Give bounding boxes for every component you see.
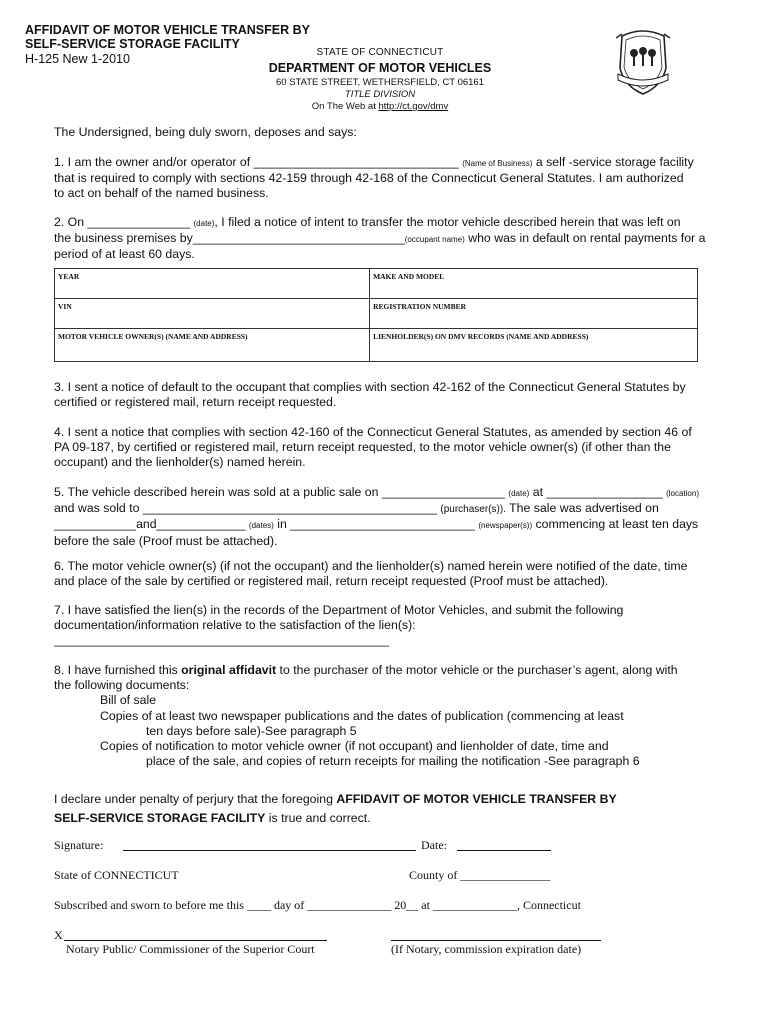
- paragraph-3: [54, 380, 720, 410]
- paragraph-5: [54, 485, 720, 549]
- connecticut-seal-icon: [612, 28, 674, 98]
- p1-line2: that is required to comply with sections 42-159 through 42-168 of the Connecticut General Statutes. I am authorized: [54, 171, 684, 186]
- year-cell[interactable]: [55, 269, 370, 299]
- p4-line2: PA 09-187, by certified or registered mail, return receipt requested, to the motor vehicle owner(s) (if other than the: [54, 440, 671, 455]
- p5-text-h: commencing at least ten days: [532, 517, 699, 532]
- p3-line2: certified or registered mail, return receipt requested.: [54, 395, 337, 410]
- dates-caption: (dates): [248, 521, 274, 531]
- p3-line1: 3. I sent a notice of default to the occupant that complies with section 42-162 of the Connecticut General Statutes by: [54, 380, 686, 394]
- make-model-cell[interactable]: [370, 269, 698, 299]
- lienholder-cell[interactable]: [370, 329, 698, 362]
- department-heading: DEPARTMENT OF MOTOR VEHICLES: [268, 61, 492, 75]
- p2-line3: period of at least 60 days.: [54, 247, 195, 262]
- vin-label: VIN: [58, 302, 72, 311]
- p1-line3: to act on behalf of the named business.: [54, 186, 269, 201]
- form-title-line2: SELF-SERVICE STORAGE FACILITY: [25, 37, 240, 51]
- form-title-line1: AFFIDAVIT OF MOTOR VEHICLE TRANSFER BY: [25, 23, 310, 37]
- business-name-caption: (Name of Business): [462, 159, 533, 168]
- signature-field[interactable]: [123, 838, 416, 851]
- p5-text-a: 5. The vehicle described herein was sold at a public sale on __________________: [54, 485, 509, 499]
- county-field[interactable]: County of _______________: [409, 868, 551, 882]
- department-address: 60 STATE STREET, WETHERSFIELD, CT 06161: [275, 77, 484, 88]
- location-caption: (location): [666, 489, 699, 498]
- website-prefix: On The Web at: [311, 101, 379, 112]
- date-field[interactable]: [457, 838, 551, 851]
- p4-line1: 4. I sent a notice that complies with section 42-160 of the Connecticut General Statutes, as amended by section 46 of: [54, 425, 692, 439]
- sale-date-caption: (date): [508, 489, 530, 498]
- list-item-bill-of-sale: Bill of sale: [100, 693, 157, 708]
- p2-text-b: , I filed a notice of intent to transfer the motor vehicle described herein that was left on: [214, 215, 681, 229]
- p5-text-b: at _________________: [529, 485, 667, 499]
- declaration-text-a: I declare under penalty of perjury that the foregoing: [54, 792, 337, 806]
- notary-caption: Notary Public/ Commissioner of the Superior Court: [66, 942, 315, 956]
- registration-cell[interactable]: [370, 299, 698, 329]
- signature-label: Signature:: [54, 838, 104, 852]
- make-model-label: MAKE AND MODEL: [373, 272, 445, 281]
- date-label: Date:: [421, 838, 447, 852]
- list-item-newspaper-cont: ten days before sale)-See paragraph 5: [146, 723, 357, 738]
- p8-text-a: 8. I have furnished this: [54, 663, 182, 677]
- paragraph-1: [54, 155, 720, 202]
- paragraph-7: [54, 603, 720, 649]
- original-affidavit-emphasis: original affidavit: [181, 663, 277, 677]
- p2-text-c: the business premises by_______________________________: [54, 231, 405, 246]
- vin-cell[interactable]: [55, 299, 370, 329]
- notary-signature-field[interactable]: [64, 928, 327, 941]
- state-label: State of CONNECTICUT: [54, 868, 179, 882]
- declaration: [54, 790, 720, 828]
- p8-text-b: to the purchaser of the motor vehicle or the purchaser’s agent, along with: [276, 663, 678, 677]
- expiration-caption: (If Notary, commission expiration date): [391, 942, 582, 956]
- p7-line2: documentation/information relative to the satisfaction of the lien(s):: [54, 618, 416, 633]
- p1-text-a: 1. I am the owner and/or operator of ______________________________: [54, 155, 463, 169]
- p1-text-b: a self -service storage facility: [532, 155, 694, 169]
- p4-line3: occupant) and the lienholder(s) named herein.: [54, 455, 306, 470]
- declaration-text-b: is true and correct.: [265, 811, 371, 825]
- p8-line2: the following documents:: [54, 678, 190, 693]
- division-name: TITLE DIVISION: [344, 89, 416, 100]
- date-caption: (date): [193, 219, 215, 228]
- p5-text-c: and was sold to ___________________________________________: [54, 501, 441, 516]
- website-line: [210, 101, 550, 112]
- p2-text-d: who was in default on rental payments for a: [464, 231, 706, 246]
- state-heading: STATE OF CONNECTICUT: [316, 47, 444, 58]
- occupant-name-caption: (occupant name): [404, 235, 465, 245]
- year-label: YEAR: [58, 272, 80, 281]
- x-mark: X: [54, 928, 63, 942]
- p5-text-f: ____________and_____________: [54, 517, 249, 532]
- lien-documentation-field[interactable]: _________________________________________________: [54, 633, 390, 648]
- purchaser-caption: (purchaser(s)).: [440, 504, 506, 516]
- p7-line1: 7. I have satisfied the lien(s) in the records of the Department of Motor Vehicles, and submit the following: [54, 603, 624, 617]
- paragraph-6: [54, 559, 720, 589]
- declaration-title-line1: AFFIDAVIT OF MOTOR VEHICLE TRANSFER BY: [336, 792, 617, 806]
- newspaper-caption: (newspaper(s)): [478, 521, 533, 531]
- form-number: H-125 New 1-2010: [25, 52, 130, 66]
- owner-cell[interactable]: [55, 329, 370, 362]
- declaration-title-line2: SELF-SERVICE STORAGE FACILITY: [54, 811, 266, 825]
- p6-line2: and place of the sale by certified or registered mail, return receipt requested (Proof must be attached).: [54, 574, 609, 589]
- list-item-notification: Copies of notification to motor vehicle owner (if not occupant) and lienholder of date, time and: [100, 739, 609, 754]
- p5-text-e: The sale was advertised on: [505, 501, 659, 516]
- expiration-date-field[interactable]: [391, 928, 601, 941]
- paragraph-2: [54, 215, 720, 263]
- p6-line1: 6. The motor vehicle owner(s) (if not the occupant) and the lienholder(s) named herein were notified of the date, time: [54, 559, 688, 573]
- paragraph-4: [54, 425, 720, 471]
- p2-text-a: 2. On _______________: [54, 215, 194, 229]
- registration-label: REGISTRATION NUMBER: [373, 302, 467, 311]
- p5-line4: before the sale (Proof must be attached).: [54, 533, 278, 548]
- list-item-notification-cont: place of the sale, and copies of return receipts for mailing the notification -See paragraph 6: [146, 754, 640, 769]
- website-link[interactable]: http://ct.gov/dmv: [378, 101, 449, 112]
- list-item-newspaper: Copies of at least two newspaper publications and the dates of publication (commencing at least: [100, 708, 624, 723]
- vehicle-info-table: [54, 268, 698, 362]
- owner-label: MOTOR VEHICLE OWNER(S) (NAME AND ADDRESS): [58, 332, 248, 341]
- p5-text-g: in ___________________________: [273, 517, 479, 532]
- intro-text: The Undersigned, being duly sworn, deposes and says:: [54, 125, 357, 139]
- subscribed-sworn-line[interactable]: Subscribed and sworn to before me this ____ day of ______________ 20__ at ______________, Connecticut: [54, 898, 581, 912]
- paragraph-8: [54, 663, 720, 769]
- lienholder-label: LIENHOLDER(S) ON DMV RECORDS (NAME AND ADDRESS): [373, 332, 589, 341]
